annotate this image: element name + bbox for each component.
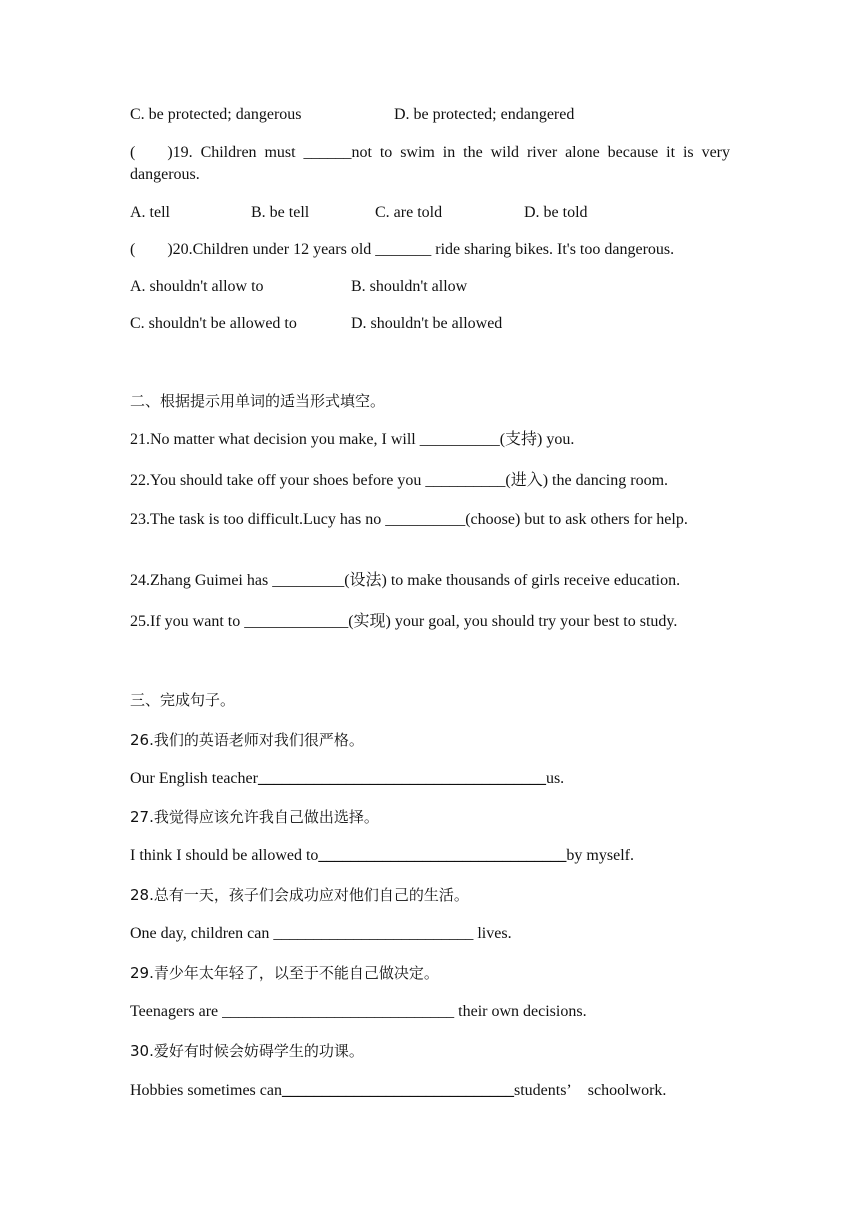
q23: 23.The task is too difficult.Lucy has no __________(choose) but to ask others for help.: [130, 511, 688, 528]
q25: 25.If you want to _____________(实现) your goal, you should try your best to study.: [130, 613, 678, 630]
q26-suffix: us.: [545, 770, 565, 787]
q30-english: [130, 1080, 666, 1102]
section-2-heading: 二、根据提示用单词的适当形式填空。: [130, 392, 386, 410]
q19-option-c: C. are told: [375, 204, 443, 221]
section-3-heading: 三、完成句子。: [130, 691, 236, 709]
q26-chinese: 26.我们的英语老师对我们很严格。: [130, 731, 364, 749]
q28-chinese: 28.总有一天，孩子们会成功应对他们自己的生活。: [130, 886, 469, 904]
q29-chinese: 29.青少年太年轻了，以至于不能自己做决定。: [130, 964, 439, 982]
q20-option-b: B. shouldn't allow: [351, 278, 468, 295]
q30-suffix: students’ schoolwork.: [513, 1082, 667, 1099]
q30-prefix: Hobbies sometimes can: [130, 1082, 282, 1099]
q22: 22.You should take off your shoes before you __________(进入) the dancing room.: [130, 472, 669, 489]
q28-english: One day, children can _________________________ lives.: [130, 925, 512, 942]
q24: 24.Zhang Guimei has _________(设法) to make thousands of girls receive education.: [130, 572, 681, 589]
q20-option-d: D. shouldn't be allowed: [351, 315, 503, 332]
q29-english: Teenagers are _____________________________ their own decisions.: [130, 1003, 587, 1020]
q20-option-a: A. shouldn't allow to: [130, 278, 264, 295]
q18-option-c: C. be protected; dangerous: [130, 106, 302, 123]
q26-prefix: Our English teacher: [130, 770, 258, 787]
q30-answer-blank[interactable]: _____________________________: [281, 1082, 514, 1099]
q27-english: [130, 845, 634, 867]
q19-option-d: D. be told: [524, 204, 588, 221]
q27-answer-blank[interactable]: _______________________________: [318, 847, 567, 864]
q27-suffix: by myself.: [566, 847, 634, 864]
q30-chinese: 30.爱好有时候会妨碍学生的功课。: [130, 1042, 364, 1060]
q19-option-a: A. tell: [130, 204, 170, 221]
q27-chinese: 27.我觉得应该允许我自己做出选择。: [130, 808, 379, 826]
q26-answer-blank[interactable]: ____________________________________: [257, 770, 546, 787]
q19-option-b: B. be tell: [251, 204, 310, 221]
q27-prefix: I think I should be allowed to: [130, 847, 319, 864]
q26-english: [130, 768, 564, 790]
q20-question: ( )20.Children under 12 years old _______ ride sharing bikes. It's too dangerous.: [130, 241, 675, 258]
q18-option-d: D. be protected; endangered: [394, 106, 575, 123]
q19-question: ( )19. Children must ______not to swim in the wild river alone because it is very dangerous.: [130, 144, 730, 183]
q21: 21.No matter what decision you make, I will __________(支持) you.: [130, 431, 575, 448]
q20-option-c: C. shouldn't be allowed to: [130, 315, 297, 332]
